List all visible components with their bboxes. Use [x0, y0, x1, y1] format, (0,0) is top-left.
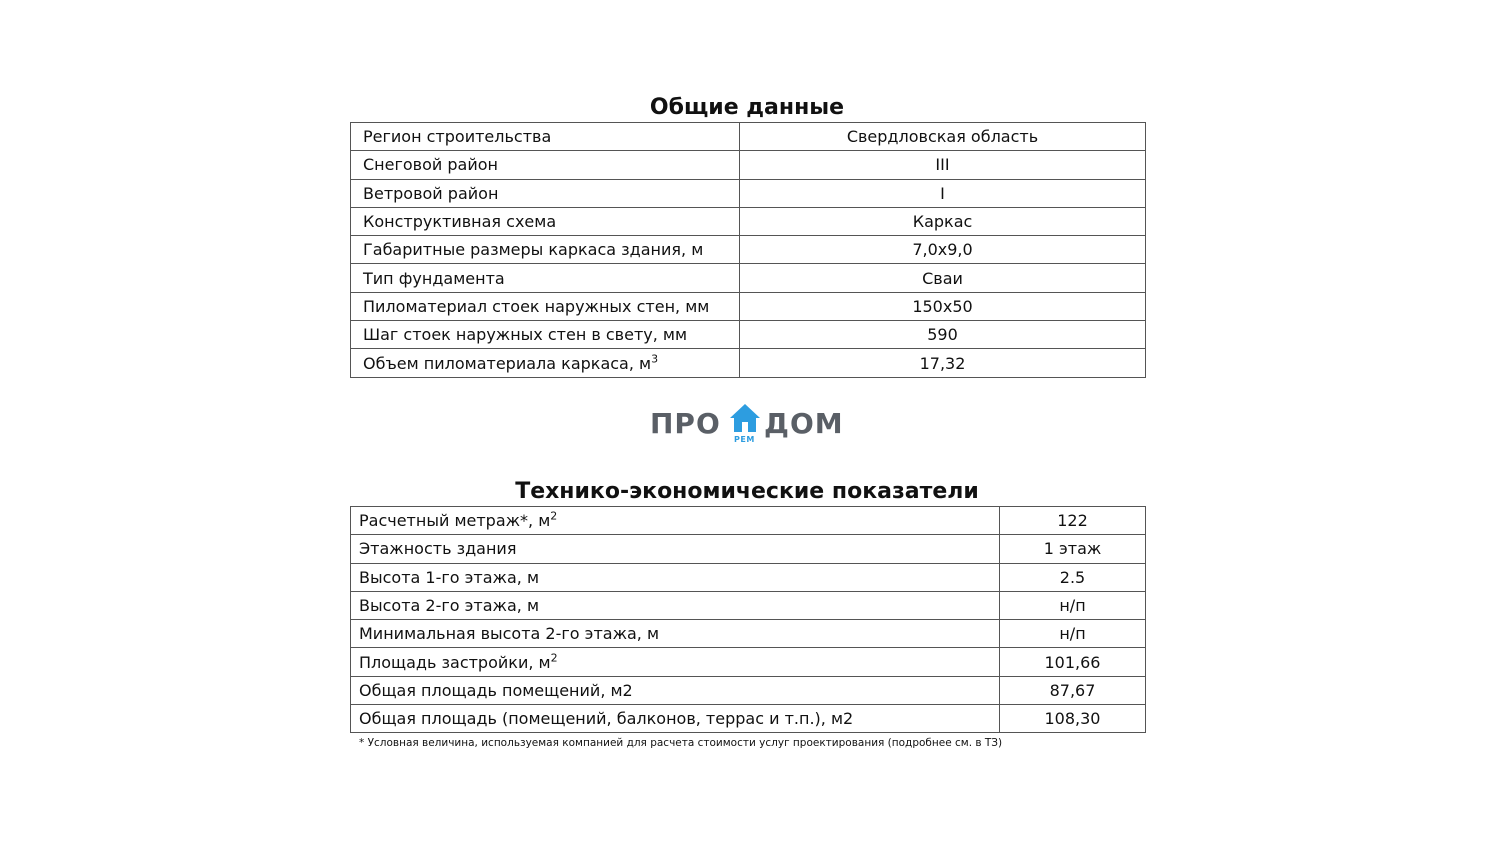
row-value: Свердловская область — [740, 123, 1146, 151]
table-row — [351, 349, 1146, 377]
general-data-table — [350, 122, 1146, 378]
house-icon — [728, 402, 762, 436]
row-label: Пиломатериал стоек наружных стен, мм — [351, 292, 740, 320]
row-value: I — [740, 179, 1146, 207]
tech-indicators-table — [350, 506, 1146, 733]
footnote: * Условная величина, используемая компанией для расчета стоимости услуг проектирования (подробнее см. в ТЗ) — [359, 737, 1003, 749]
row-label: Регион строительства — [351, 123, 740, 151]
row-label: Высота 1-го этажа, м — [351, 563, 1000, 591]
table-row — [351, 123, 1146, 151]
table-row — [351, 321, 1146, 349]
row-value: 122 — [1000, 507, 1146, 535]
tech-indicators-title: Технико-экономические показатели — [515, 479, 979, 504]
row-value: III — [740, 151, 1146, 179]
row-label: Общая площадь помещений, м2 — [351, 676, 1000, 704]
table-row — [351, 507, 1146, 535]
row-label-text: Расчетный метраж*, м — [359, 511, 551, 531]
row-label: Ветровой район — [351, 179, 740, 207]
table-row — [351, 207, 1146, 235]
row-label: Шаг стоек наружных стен в свету, мм — [351, 321, 740, 349]
row-label: Минимальная высота 2-го этажа, м — [351, 620, 1000, 648]
row-label: Габаритные размеры каркаса здания, м — [351, 236, 740, 264]
row-value: 2.5 — [1000, 563, 1146, 591]
table-row — [351, 676, 1146, 704]
row-label: Конструктивная схема — [351, 207, 740, 235]
general-data-title: Общие данные — [649, 95, 845, 120]
row-value: 1 этаж — [1000, 535, 1146, 563]
table-row — [351, 236, 1146, 264]
row-label — [351, 507, 1000, 535]
row-value: 87,67 — [1000, 676, 1146, 704]
row-value: н/п — [1000, 620, 1146, 648]
row-value: 108,30 — [1000, 705, 1146, 733]
row-label — [351, 648, 1000, 676]
table-row — [351, 591, 1146, 619]
unit-superscript: 3 — [651, 352, 659, 366]
table-row — [351, 179, 1146, 207]
company-logo — [650, 402, 850, 448]
row-value: Сваи — [740, 264, 1146, 292]
table-row — [351, 535, 1146, 563]
row-value: 590 — [740, 321, 1146, 349]
row-label: Общая площадь (помещений, балконов, террас и т.п.), м2 — [351, 705, 1000, 733]
logo-tag: РЕМ — [734, 435, 755, 444]
row-value: н/п — [1000, 591, 1146, 619]
row-value: 7,0x9,0 — [740, 236, 1146, 264]
unit-superscript: 2 — [550, 509, 558, 523]
table-row — [351, 563, 1146, 591]
row-value: 17,32 — [740, 349, 1146, 377]
table-row — [351, 292, 1146, 320]
row-label: Снеговой район — [351, 151, 740, 179]
row-label: Тип фундамента — [351, 264, 740, 292]
unit-superscript: 2 — [550, 651, 558, 665]
row-value: 101,66 — [1000, 648, 1146, 676]
table-row — [351, 264, 1146, 292]
table-row — [351, 151, 1146, 179]
row-label — [351, 349, 740, 377]
row-value: 150x50 — [740, 292, 1146, 320]
table-row — [351, 648, 1146, 676]
row-value: Каркас — [740, 207, 1146, 235]
table-row — [351, 620, 1146, 648]
table-row — [351, 705, 1146, 733]
row-label-text: Площадь застройки, м — [359, 652, 551, 672]
row-label: Высота 2-го этажа, м — [351, 591, 1000, 619]
logo-text-left: ПРО — [650, 407, 721, 440]
row-label: Этажность здания — [351, 535, 1000, 563]
row-label-text: Объем пиломатериала каркаса, м — [363, 353, 652, 373]
logo-text-right: ДОМ — [764, 407, 844, 440]
